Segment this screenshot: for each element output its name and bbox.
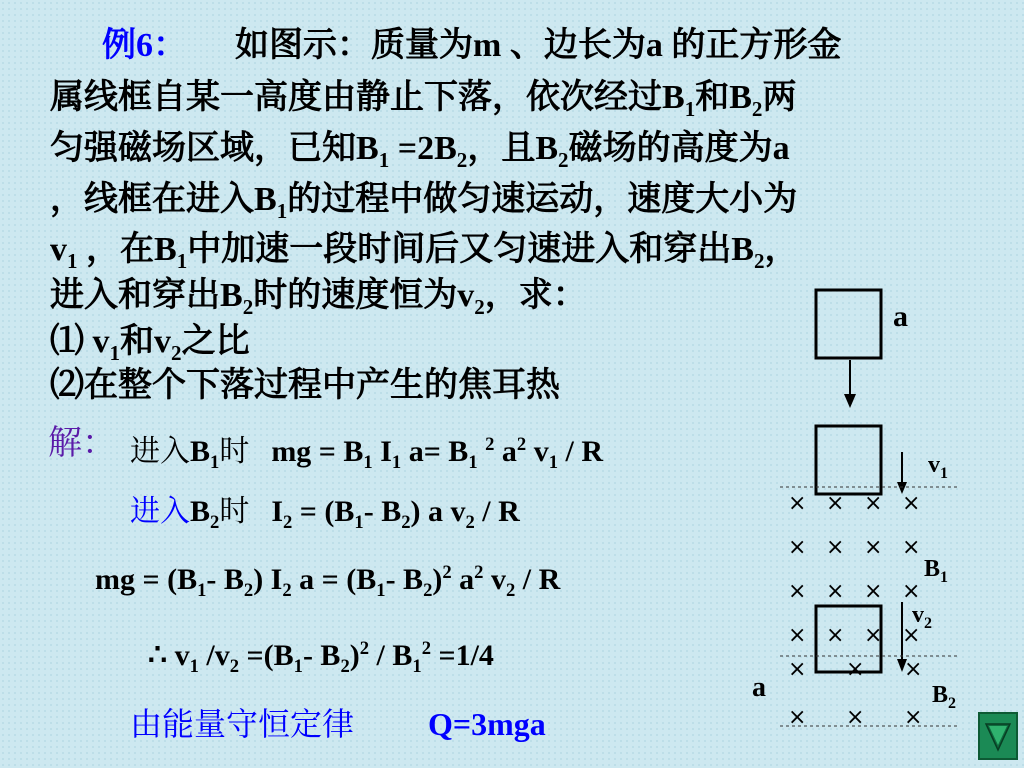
subscript: 1 xyxy=(67,248,78,273)
subscript: 2 xyxy=(229,656,240,677)
subscript: 2 xyxy=(558,147,569,172)
subscript: 2 xyxy=(423,580,433,601)
text: 中加速一段时间后又匀速进入和穿出B xyxy=(187,231,754,268)
text: / R xyxy=(558,435,603,468)
magnetic-field-diagram xyxy=(752,280,980,730)
subscript: 1 xyxy=(354,512,364,533)
subscript: 1 xyxy=(293,656,303,677)
subscript: 2 xyxy=(505,580,516,601)
text: / B xyxy=(369,639,413,672)
text: ，求： xyxy=(484,277,587,314)
subscript: 2 xyxy=(751,96,763,121)
subscript: 1 xyxy=(378,147,390,172)
subscript: 1 xyxy=(363,452,373,473)
cross-mark: × xyxy=(788,657,807,682)
superscript: 2 xyxy=(359,638,370,659)
text: I xyxy=(372,435,392,468)
text: 时 xyxy=(219,435,250,468)
v2-label: $v_2$ xyxy=(912,602,932,632)
example-label: 例6： xyxy=(102,27,187,64)
text: 进入和穿出B xyxy=(50,277,243,314)
b1-label: $B_1$ xyxy=(924,556,949,586)
text: ，且B xyxy=(467,130,559,167)
text: ) I xyxy=(253,563,283,596)
text: 两 xyxy=(762,79,797,116)
text: ，在B xyxy=(77,231,177,268)
cross-mark: × xyxy=(788,705,807,730)
text: ，线框在进入B xyxy=(50,181,277,218)
text: I xyxy=(271,495,283,528)
subscript: 2 xyxy=(465,512,475,533)
cross-mark: × xyxy=(788,535,807,560)
text: 之比 xyxy=(181,323,250,360)
text: v xyxy=(483,563,506,596)
text: - B xyxy=(385,563,424,596)
cross-mark: × xyxy=(902,623,921,648)
superscript: 2 xyxy=(474,562,484,583)
equation-velocity-ratio xyxy=(148,636,494,676)
subscript: 1 xyxy=(109,340,121,365)
subscript: 1 xyxy=(210,452,220,473)
equation-force-balance xyxy=(95,560,560,600)
subscript: 2 xyxy=(456,147,468,172)
problem-line-6 xyxy=(50,272,587,320)
problem-line-2 xyxy=(50,74,796,122)
subscript: 1 xyxy=(412,656,422,677)
cross-mark: × xyxy=(788,623,807,648)
cross-mark: × xyxy=(788,491,807,516)
text: 和v xyxy=(120,323,172,360)
text: / R xyxy=(474,495,520,528)
b1-cross-marks xyxy=(788,491,920,648)
text: a xyxy=(451,563,475,596)
energy-conservation-line xyxy=(130,704,546,744)
text: = (B xyxy=(292,495,355,528)
subscript: 2 xyxy=(171,340,182,365)
subscript: 1 xyxy=(197,580,207,601)
text: a xyxy=(494,435,517,468)
subscript: 2 xyxy=(243,580,254,601)
text: ) xyxy=(432,563,443,596)
falling-arrowhead xyxy=(844,394,856,408)
text: 匀强磁场区域，已知B xyxy=(50,130,379,167)
subscript: 2 xyxy=(282,580,292,601)
text: 进入 xyxy=(130,495,190,528)
cross-mark: × xyxy=(904,657,923,682)
subscript: 1 xyxy=(376,580,386,601)
text: - B xyxy=(363,495,402,528)
subscript: 1 xyxy=(176,248,188,273)
subscript: 2 xyxy=(340,656,350,677)
text: 进入 xyxy=(130,435,190,468)
cross-mark: × xyxy=(826,623,845,648)
v1-label: $v_1$ xyxy=(928,452,948,482)
frame-initial xyxy=(816,290,881,358)
subscript: 1 xyxy=(391,452,402,473)
text: mg = B xyxy=(271,435,364,468)
subscript: 1 xyxy=(684,96,696,121)
cross-mark: × xyxy=(864,579,883,604)
text: =2B xyxy=(389,130,457,167)
cross-mark: × xyxy=(904,705,923,730)
subscript: 2 xyxy=(474,294,485,319)
subscript: 2 xyxy=(283,512,293,533)
subscript: 2 xyxy=(753,248,765,273)
subscript: 1 xyxy=(189,656,199,677)
problem-text-1: 如图示：质量为m 、边长为a 的正方形金 xyxy=(235,27,842,64)
cross-mark: × xyxy=(826,579,845,604)
b2-label: $B_2$ xyxy=(932,682,957,712)
cross-mark: × xyxy=(902,491,921,516)
text: - B xyxy=(302,639,341,672)
cross-mark: × xyxy=(864,491,883,516)
text: v xyxy=(526,435,549,468)
superscript: 2 xyxy=(442,562,452,583)
text: 的过程中做匀速运动，速度大小为 xyxy=(287,181,798,218)
text: ⑵在整个下落过程中产生的焦耳热 xyxy=(50,367,560,404)
cross-mark: × xyxy=(826,491,845,516)
text: B xyxy=(190,495,211,528)
problem-line-4 xyxy=(50,176,797,224)
superscript: 2 xyxy=(421,638,431,659)
subscript: 1 xyxy=(548,452,558,473)
text: v xyxy=(50,231,67,268)
text: 时的速度恒为v xyxy=(253,277,475,314)
equation-enter-b1 xyxy=(130,432,603,472)
superscript: 2 xyxy=(516,434,527,455)
text: ， xyxy=(764,231,799,268)
cross-mark: × xyxy=(902,535,921,560)
b2-height-label-a: a xyxy=(752,672,766,703)
cross-mark: × xyxy=(788,579,807,604)
text: 时 xyxy=(219,495,250,528)
text: / R xyxy=(515,563,561,596)
subscript: 2 xyxy=(242,294,254,319)
text: ) a v xyxy=(410,495,466,528)
text: 由能量守恒定律 xyxy=(130,706,355,742)
equation-enter-b2 xyxy=(130,492,520,532)
text: - B xyxy=(206,563,244,596)
cross-mark: × xyxy=(826,535,845,560)
text: 磁场的高度为a xyxy=(568,130,790,167)
cross-mark: × xyxy=(846,657,865,682)
heat-result: Q=3mga xyxy=(428,706,546,742)
cross-mark: × xyxy=(864,623,883,648)
superscript: 2 xyxy=(485,434,495,455)
next-slide-button[interactable] xyxy=(978,712,1018,760)
next-slide-triangle-icon xyxy=(980,714,1016,758)
subscript: 2 xyxy=(210,512,220,533)
question-2 xyxy=(50,362,560,410)
text: ∴ v xyxy=(148,639,190,672)
text: ⑴ v xyxy=(50,323,110,360)
text: ) xyxy=(349,639,360,672)
cross-mark: × xyxy=(902,579,921,604)
problem-line-1 xyxy=(50,22,841,70)
side-label-a: a xyxy=(893,300,908,333)
text: /v xyxy=(198,639,230,672)
subscript: 1 xyxy=(468,452,478,473)
cross-mark: × xyxy=(846,705,865,730)
question-1 xyxy=(50,318,250,366)
frame-entering-b1 xyxy=(816,426,881,494)
solution-label: 解： xyxy=(48,425,116,462)
problem-line-5 xyxy=(50,226,799,274)
text: 属线框自某一高度由静止下落，依次经过B xyxy=(50,79,685,116)
subscript: 2 xyxy=(401,512,411,533)
subscript: 1 xyxy=(276,198,288,223)
text: =1/4 xyxy=(430,639,494,672)
cross-mark: × xyxy=(864,535,883,560)
text: 和B xyxy=(695,79,752,116)
text: =(B xyxy=(239,639,294,672)
problem-line-3 xyxy=(50,125,790,173)
text: mg = (B xyxy=(95,563,198,596)
text: a= B xyxy=(401,435,469,468)
text: a = (B xyxy=(291,563,377,596)
text: B xyxy=(190,435,211,468)
